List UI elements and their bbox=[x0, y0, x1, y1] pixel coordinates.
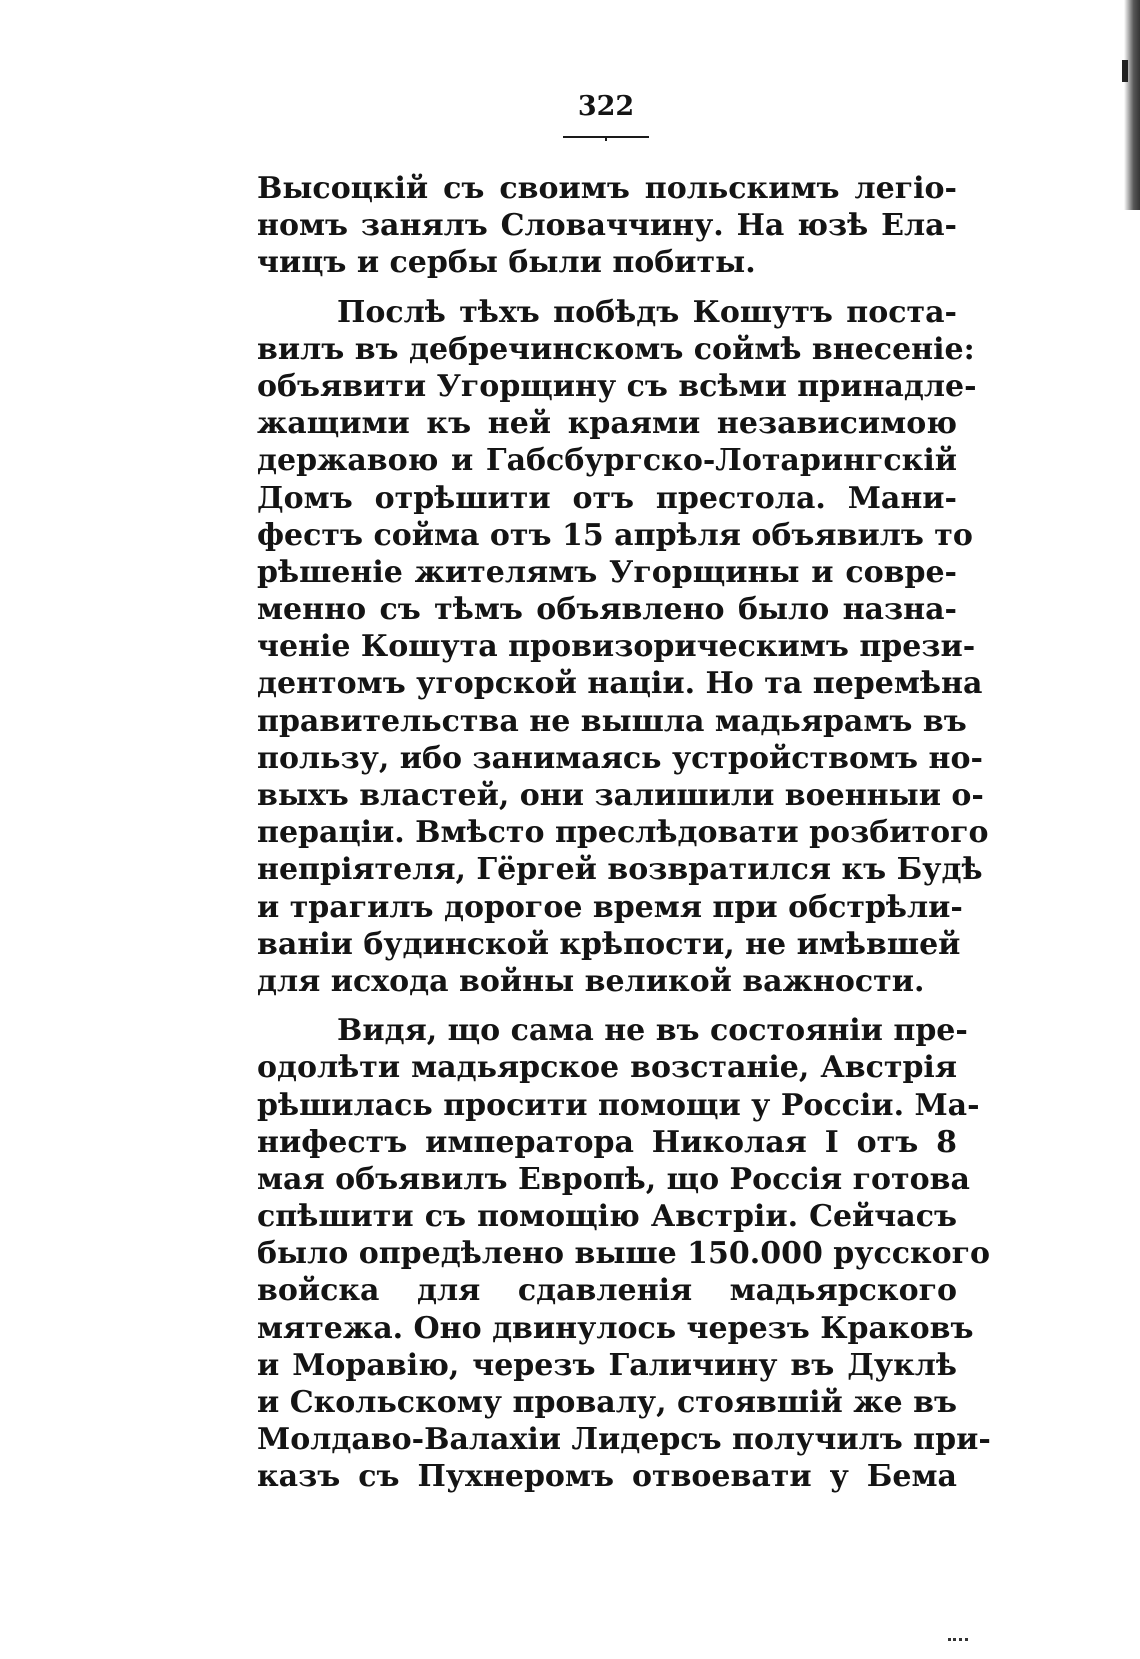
text-line: было опредѣлено выше 150.000 русского bbox=[257, 1236, 991, 1272]
text-line: нифестъ императора Николая I отъ 8 bbox=[257, 1124, 957, 1160]
text-line: спѣшити съ помощію Австріи. Сейчасъ bbox=[257, 1199, 957, 1235]
text-line: Высоцкій съ своимъ польскимъ легіо- bbox=[257, 171, 957, 206]
text-line: непріятеля, Гёргей возвратился къ Будѣ bbox=[257, 852, 983, 888]
text-line: вилъ въ дебречинскомъ соймѣ внесеніе: bbox=[257, 331, 975, 367]
text-line: ченіе Кошута провизорическимъ прези- bbox=[257, 629, 976, 665]
body-text bbox=[257, 170, 991, 1496]
text-line: дентомъ угорской націи. Но та перемѣна bbox=[257, 666, 983, 702]
paragraph-3 bbox=[257, 1012, 991, 1495]
text-line: рѣшилась просити помощи у Россіи. Ма- bbox=[257, 1087, 980, 1123]
text-line: чицъ и сербы были побиты. bbox=[257, 245, 756, 281]
text-line: казъ съ Пухнеромъ отвоевати у Бема bbox=[257, 1459, 957, 1495]
text-line: менно съ тѣмъ объявлено было назна- bbox=[257, 592, 957, 628]
text-line: и трагилъ дорогое время при обстрѣли- bbox=[257, 889, 963, 925]
text-line: жащими къ ней краями независимою bbox=[257, 406, 957, 442]
text-line: рѣшеніе жителямъ Угорщины и совре- bbox=[257, 554, 957, 590]
text-line: Молдаво-Валахіи Лидерсъ получилъ при- bbox=[257, 1422, 991, 1458]
text-line: правительства не вышла мадьярамъ въ bbox=[257, 703, 967, 739]
text-line: объявити Угорщину съ всѣми принадле- bbox=[257, 368, 977, 404]
text-line: пераціи. Вмѣсто преслѣдовати розбитого bbox=[257, 815, 989, 851]
text-line: Послѣ тѣхъ побѣдъ Кошутъ поста- bbox=[337, 294, 957, 330]
page-number: 322 bbox=[577, 91, 635, 122]
text-line: одолѣти мадьярское возстаніе, Австрія bbox=[257, 1050, 957, 1086]
text-line: пользу, ибо занимаясь устройствомъ но- bbox=[257, 740, 983, 776]
binding-shadow bbox=[1124, 0, 1140, 210]
margin-mark bbox=[1122, 60, 1128, 82]
text-line: и Моравію, черезъ Галичину въ Дуклѣ bbox=[257, 1347, 957, 1383]
paragraph-2 bbox=[257, 294, 989, 1001]
text-line: фестъ сойма отъ 15 апрѣля объявилъ то bbox=[257, 517, 973, 553]
text-line: номъ занялъ Словаччину. На юзѣ Ела- bbox=[257, 208, 957, 244]
corner-mark bbox=[948, 1638, 968, 1649]
text-line: державою и Габсбургско-Лотарингскій bbox=[257, 443, 957, 479]
text-line: Видя, що сама не въ состояніи пре- bbox=[337, 1013, 968, 1049]
text-line: войска для сдавленія мадьярского bbox=[257, 1273, 957, 1309]
text-line: мая объявилъ Европѣ, що Россія готова bbox=[257, 1161, 970, 1197]
page-number-rule bbox=[563, 136, 649, 138]
text-line: ваніи будинской крѣпости, не имѣвшей bbox=[257, 926, 961, 962]
paragraph-1 bbox=[257, 170, 957, 282]
text-line: Домъ отрѣшити отъ престола. Мани- bbox=[257, 480, 957, 516]
text-line: мятежа. Оно двинулось черезъ Краковъ bbox=[257, 1310, 974, 1346]
text-line: и Скольскому провалу, стоявшій же въ bbox=[257, 1385, 957, 1420]
text-line: выхъ властей, они залишили военныи о- bbox=[257, 778, 984, 813]
text-line: для исхода войны великой важности. bbox=[257, 963, 925, 999]
